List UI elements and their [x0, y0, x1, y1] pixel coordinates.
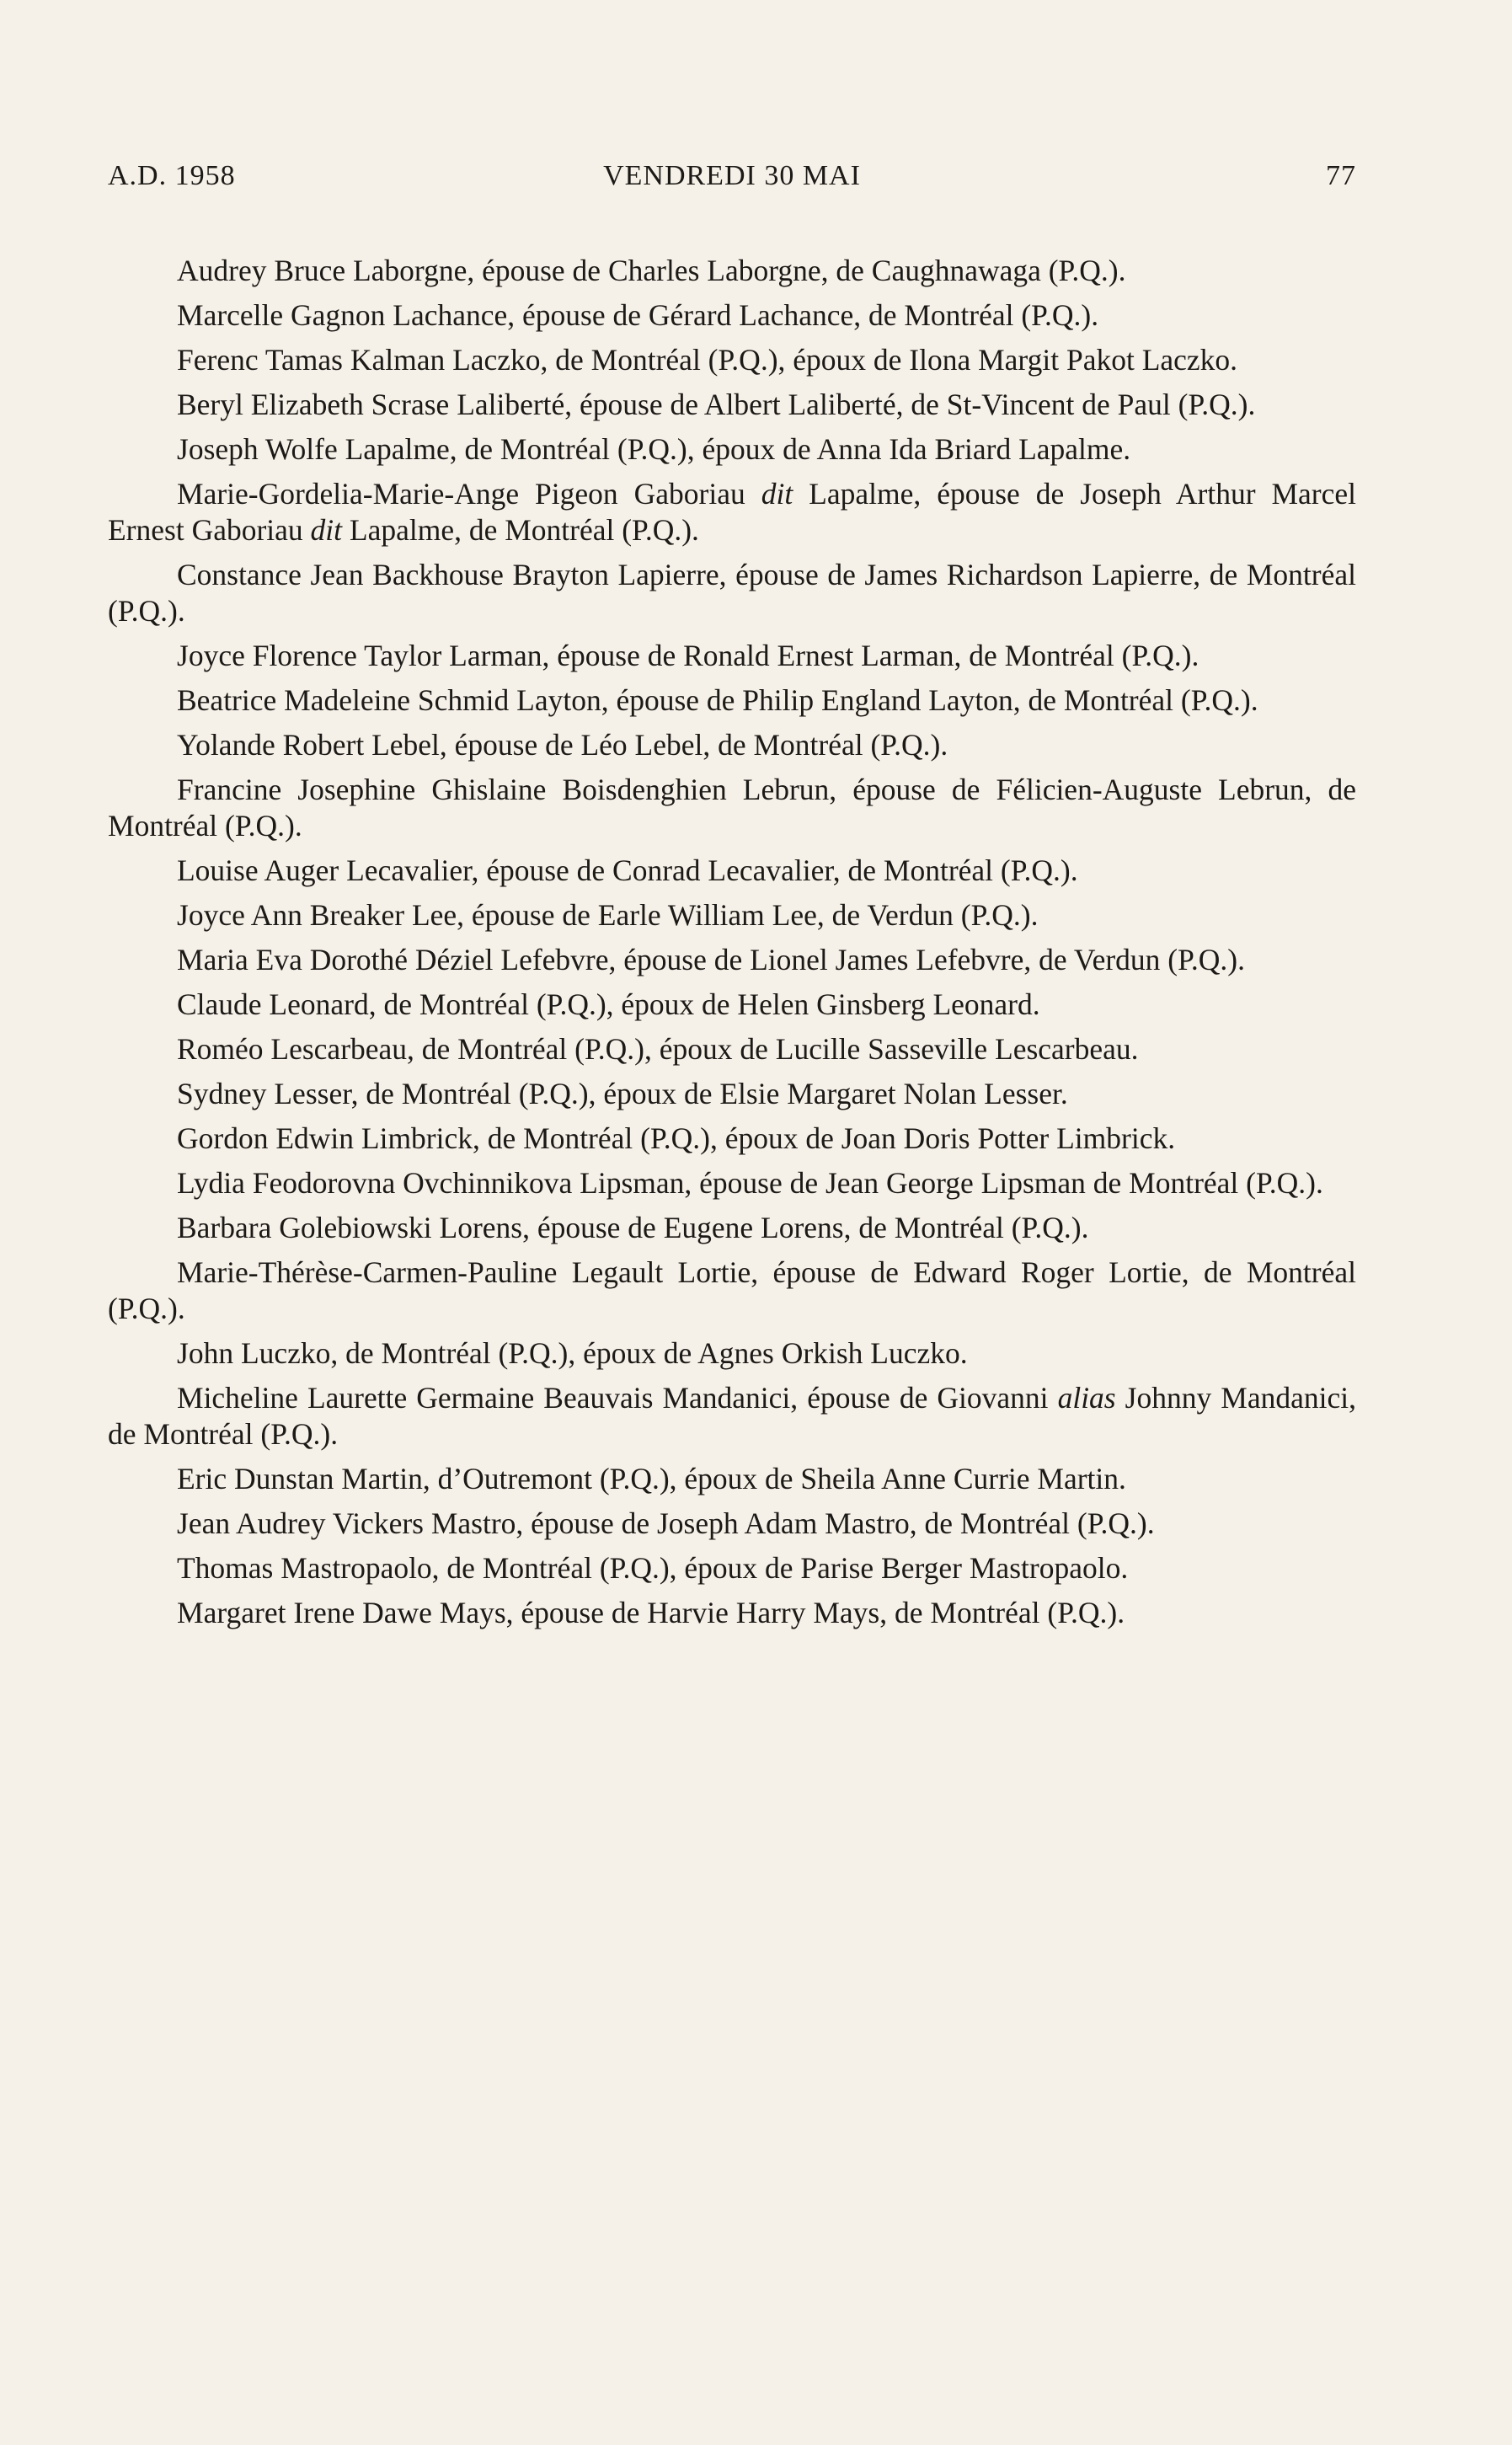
entry-text: Marie-Gordelia-Marie-Ange Pigeon Gaboriau — [177, 477, 761, 511]
list-item — [108, 1165, 1356, 1201]
list-item — [108, 1210, 1356, 1246]
entry-text: Barbara Golebiowski Lorens, épouse de Eugene Lorens, de Montréal (P.Q.). — [177, 1211, 1089, 1244]
header-date: VENDREDI 30 MAI — [603, 160, 861, 191]
entry-text: Johnny Mandanici, de Montréal (P.Q.). — [108, 1381, 1356, 1451]
entry-text: Maria Eva Dorothé Déziel Lefebvre, épouse de Lionel James Lefebvre, de Verdun (P.Q.). — [177, 943, 1245, 976]
entry-italic-text: dit — [761, 477, 793, 511]
list-item — [108, 1506, 1356, 1542]
entry-text: Claude Leonard, de Montréal (P.Q.), époux de Helen Ginsberg Leonard. — [177, 987, 1040, 1021]
entry-text: Joseph Wolfe Lapalme, de Montréal (P.Q.), époux de Anna Ida Briard Lapalme. — [177, 432, 1131, 466]
list-item — [108, 1461, 1356, 1497]
entry-text: Joyce Florence Taylor Larman, épouse de Ronald Ernest Larman, de Montréal (P.Q.). — [177, 639, 1199, 672]
list-item — [108, 1255, 1356, 1327]
entry-text: Yolande Robert Lebel, épouse de Léo Lebel, de Montréal (P.Q.). — [177, 728, 948, 762]
list-item — [108, 1595, 1356, 1631]
entry-text: Lydia Feodorovna Ovchinnikova Lipsman, épouse de Jean George Lipsman de Montréal (P.Q.). — [177, 1166, 1323, 1200]
list-item — [108, 682, 1356, 719]
list-item — [108, 342, 1356, 378]
entry-text: Beryl Elizabeth Scrase Laliberté, épouse de Albert Laliberté, de St-Vincent de Paul (P.Q.). — [177, 388, 1256, 421]
list-item — [108, 942, 1356, 978]
entry-text: Eric Dunstan Martin, d’Outremont (P.Q.), époux de Sheila Anne Currie Martin. — [177, 1462, 1126, 1495]
list-item — [108, 987, 1356, 1023]
list-item — [108, 727, 1356, 763]
list-item — [108, 1380, 1356, 1453]
list-item — [108, 1550, 1356, 1586]
list-item — [108, 557, 1356, 629]
entry-text: Sydney Lesser, de Montréal (P.Q.), époux de Elsie Margaret Nolan Lesser. — [177, 1077, 1068, 1110]
entry-italic-text: dit — [310, 513, 343, 547]
entry-text: Lapalme, épouse de Joseph Arthur Marcel Ernest Gaboriau — [108, 477, 1357, 547]
entry-italic-text: alias — [1057, 1381, 1116, 1415]
running-header — [108, 160, 1356, 202]
entry-text: Marcelle Gagnon Lachance, épouse de Gérard Lachance, de Montréal (P.Q.). — [177, 298, 1099, 332]
entry-text: Marie-Thérèse-Carmen-Pauline Legault Lortie, épouse de Edward Roger Lortie, de Montréal (P.Q.). — [108, 1255, 1356, 1325]
list-item — [108, 253, 1356, 289]
divorce-entries-list — [108, 253, 1356, 1640]
list-item — [108, 1076, 1356, 1112]
entry-text: Joyce Ann Breaker Lee, épouse de Earle William Lee, de Verdun (P.Q.). — [177, 898, 1039, 932]
page-number: 77 — [1326, 160, 1356, 191]
list-item — [108, 476, 1356, 548]
entry-text: Gordon Edwin Limbrick, de Montréal (P.Q.), époux de Joan Doris Potter Limbrick. — [177, 1121, 1176, 1155]
entry-text: Roméo Lescarbeau, de Montréal (P.Q.), époux de Lucille Sasseville Lescarbeau. — [177, 1032, 1139, 1066]
list-item — [108, 853, 1356, 889]
list-item — [108, 897, 1356, 934]
entry-text: Ferenc Tamas Kalman Laczko, de Montréal (P.Q.), époux de Ilona Margit Pakot Laczko. — [177, 343, 1238, 377]
entry-text: Margaret Irene Dawe Mays, épouse de Harvie Harry Mays, de Montréal (P.Q.). — [177, 1596, 1125, 1629]
list-item — [108, 1121, 1356, 1157]
entry-text: Louise Auger Lecavalier, épouse de Conrad Lecavalier, de Montréal (P.Q.). — [177, 853, 1078, 887]
entry-text: Jean Audrey Vickers Mastro, épouse de Joseph Adam Mastro, de Montréal (P.Q.). — [177, 1506, 1155, 1540]
list-item — [108, 772, 1356, 844]
entry-text: Francine Josephine Ghislaine Boisdenghien Lebrun, épouse de Félicien-Auguste Lebrun, de Montréal (P.Q.). — [108, 773, 1356, 843]
header-year: A.D. 1958 — [108, 160, 236, 191]
entry-text: Beatrice Madeleine Schmid Layton, épouse de Philip England Layton, de Montréal (P.Q.). — [177, 683, 1258, 717]
list-item — [108, 387, 1356, 423]
entry-text: John Luczko, de Montréal (P.Q.), époux de Agnes Orkish Luczko. — [177, 1336, 968, 1370]
list-item — [108, 638, 1356, 674]
entry-text: Audrey Bruce Laborgne, épouse de Charles Laborgne, de Caughnawaga (P.Q.). — [177, 254, 1126, 287]
entry-text: Constance Jean Backhouse Brayton Lapierre, épouse de James Richardson Lapierre, de Montréal (P.Q.). — [108, 558, 1356, 628]
list-item — [108, 1335, 1356, 1372]
list-item — [108, 297, 1356, 334]
entry-text: Micheline Laurette Germaine Beauvais Mandanici, épouse de Giovanni — [177, 1381, 1058, 1415]
entry-text: Lapalme, de Montréal (P.Q.). — [342, 513, 699, 547]
list-item — [108, 431, 1356, 468]
entry-text: Thomas Mastropaolo, de Montréal (P.Q.), époux de Parise Berger Mastropaolo. — [177, 1551, 1129, 1585]
list-item — [108, 1031, 1356, 1067]
